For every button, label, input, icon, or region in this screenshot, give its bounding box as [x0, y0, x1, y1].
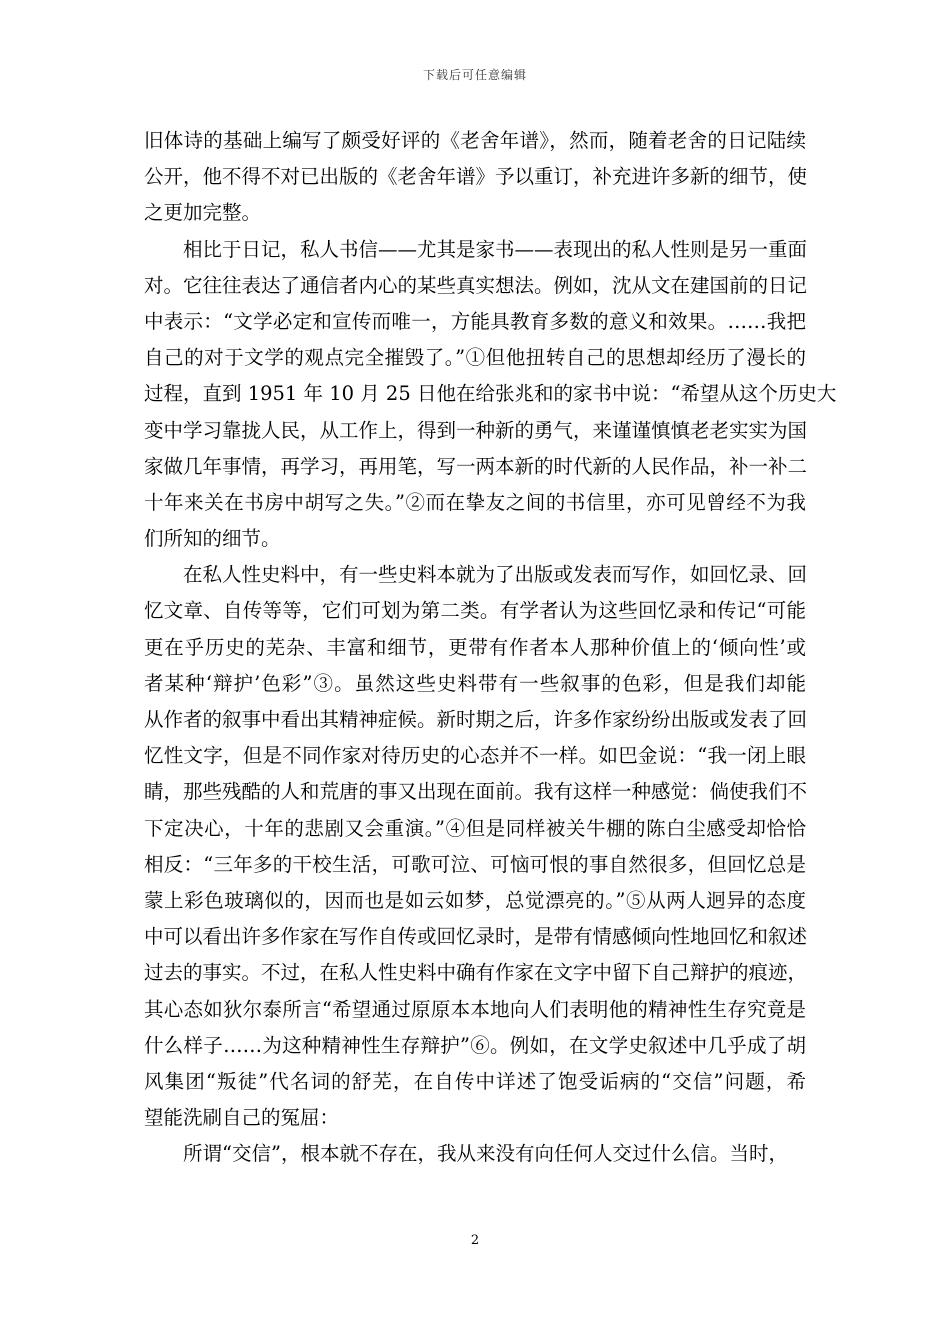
text-line: 旧体诗的基础上编写了颇受好评的《老舍年谱》，然而，随着老舍的日记陆续	[144, 129, 806, 152]
text-line: 相比于日记，私人书信——尤其是家书——表现出的私人性则是另一重面	[183, 237, 808, 261]
text-line: 之更加完整。	[144, 201, 262, 225]
text-line: 其心态如狄尔泰所言“希望通过原原本本地向人们表明他的精神性生存究竟是	[144, 997, 806, 1021]
body-text	[144, 123, 837, 1172]
page-header: 下载后可任意编辑	[422, 68, 527, 82]
paragraph	[144, 557, 806, 1136]
text-line: 什么样子……为这种精神性生存辩护”⑥。例如，在文学史叙述中几乎成了胡	[144, 1033, 806, 1057]
text-line: 对。它往往表达了通信者内心的某些真实想法。例如，沈从文在建国前的日记	[144, 273, 808, 297]
text-line: 过去的事实。不过，在私人性史料中确有作家在文字中留下自己辩护的痕迹，	[144, 961, 808, 985]
text-line: 望能洗刷自己的冤屈：	[144, 1106, 340, 1130]
text-line: 风集团“叛徒”代名词的舒芜，在自传中详述了饱受诟病的“交信”问题，希	[144, 1069, 806, 1093]
paragraph	[144, 123, 806, 232]
text-line: 在私人性史料中，有一些史料本就为了出版或发表而写作，如回忆录、回	[183, 563, 808, 587]
text-line: 蒙上彩色玻璃似的，因而也是如云如梦，总觉漂亮的。”⑤从两人迥异的态度	[144, 888, 806, 912]
text-line: 家做几年事情，再学习，再用笔，写一两本新的时代新的人民作品，补一补二	[144, 454, 808, 478]
text-line: 忆文章、自传等等，它们可划为第二类。有学者认为这些回忆录和传记“可能	[144, 599, 806, 623]
text-line: 忆性文字，但是不同作家对待历史的心态并不一样。如巴金说：“我一闭上眼	[144, 744, 806, 768]
text-line: 从作者的叙事中看出其精神症候。新时期之后，许多作家纷纷出版或发表了回	[144, 708, 808, 731]
paragraph	[144, 1136, 806, 1172]
text-line: 们所知的细节。	[144, 527, 281, 551]
text-line: 所谓“交信”，根本就不存在，我从来没有向任何人交过什么信。当时，	[183, 1142, 788, 1166]
text-line: 中表示：“文学必定和宣传而唯一，方能具教育多数的意义和效果。……我把	[144, 309, 806, 333]
paragraph	[144, 232, 837, 558]
text-line: 变中学习靠拢人民，从工作上，得到一种新的勇气，来谨谨慎慎老老实实为国	[144, 418, 808, 442]
text-line: 公开，他不得不对已出版的《老舍年谱》予以重订，补充进许多新的细节，使	[144, 165, 808, 189]
text-line: 中可以看出许多作家在写作自传或回忆录时，是带有情感倾向性地回忆和叙述	[144, 925, 808, 949]
text-line: 十年来关在书房中胡写之失。”②而在挚友之间的书信里，亦可见曾经不为我	[144, 490, 806, 514]
text-line: 相反：“三年多的干校生活，可歌可泣、可恼可恨的事自然很多，但回忆总是	[144, 852, 806, 876]
text-line: 过程，直到 1951 年 10 月 25 日他在给张兆和的家书中说：“希望从这个历史大	[144, 382, 837, 406]
text-line: 下定决心，十年的悲剧又会重演。”④但是同样被关牛棚的陈白尘感受却恰恰	[144, 816, 806, 840]
page-number: 2	[470, 1233, 480, 1248]
text-line: 自己的对于文学的观点完全摧毁了。”①但他扭转自己的思想却经历了漫长的	[144, 346, 806, 370]
text-line: 者某种‘辩护’色彩”③。虽然这些史料带有一些叙事的色彩，但是我们却能	[144, 671, 806, 695]
text-line: 睛，那些残酷的人和荒唐的事又出现在面前。我有这样一种感觉：倘使我们不	[144, 780, 808, 804]
text-line: 更在乎历史的芜杂、丰富和细节，更带有作者本人那种价值上的‘倾向性’或	[144, 635, 806, 659]
